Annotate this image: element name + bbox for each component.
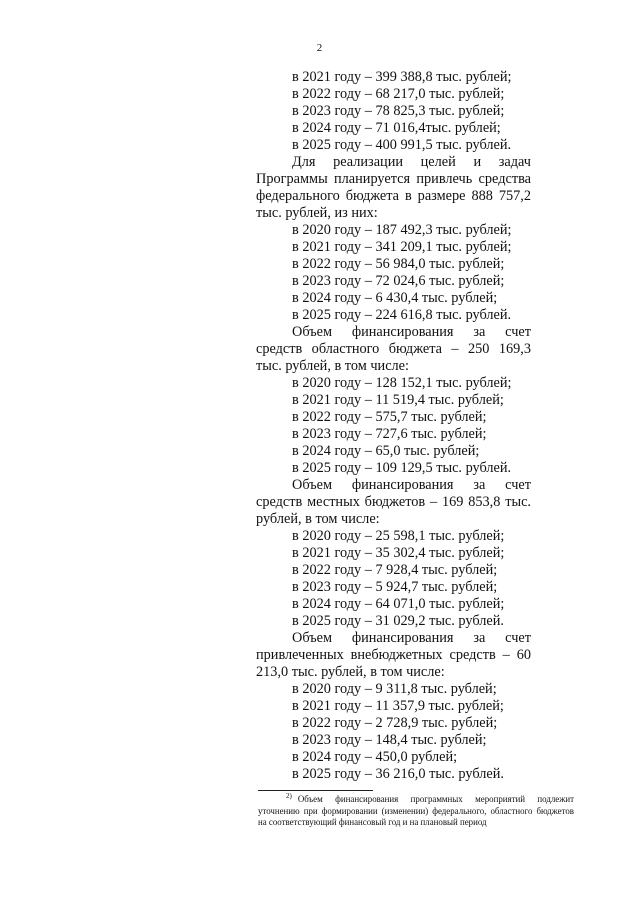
year-amount-line: в 2025 году – 400 991,5 тыс. рублей. [292,137,512,153]
year-amount-line: в 2020 году – 25 598,1 тыс. рублей; [292,528,505,544]
year-amount-line: в 2023 году – 78 825,3 тыс. рублей; [292,103,505,119]
footnote [258,794,574,829]
footnote-text: Объем финансирования программных мероприятий подлежит уточнению при формировании (изменении) федерального, областного бюджетов на соответствующий финансовый год и на плановый период [258,794,574,827]
year-amount-line: в 2024 году – 71 016,4тыс. рублей; [292,120,501,136]
year-amount-line: в 2023 году – 727,6 тыс. рублей; [292,426,487,442]
year-amount-line: в 2022 году – 2 728,9 тыс. рублей; [292,715,498,731]
year-amount-line: в 2021 году – 35 302,4 тыс. рублей; [292,545,505,561]
year-amount-line: в 2022 году – 7 928,4 тыс. рублей; [292,562,498,578]
year-amount-line: в 2024 году – 450,0 рублей; [292,749,458,765]
year-amount-line: в 2021 году – 11 357,9 тыс. рублей; [292,698,504,714]
paragraph: Объем финансирования за счет привлеченных внебюджетных средств – 60 213,0 тыс. рублей, в том числе: [256,630,531,680]
year-amount-line: в 2024 году – 6 430,4 тыс. рублей; [292,290,498,306]
year-amount-line: в 2021 году – 11 519,4 тыс. рублей; [292,392,504,408]
year-amount-line: в 2024 году – 65,0 тыс. рублей; [292,443,480,459]
footnote-mark: 2) [286,792,292,801]
year-amount-line: в 2022 году – 68 217,0 тыс. рублей; [292,86,505,102]
page-number: 2 [316,42,323,54]
body-text [256,69,531,783]
year-amount-line: в 2025 году – 224 616,8 тыс. рублей. [292,307,512,323]
year-amount-line: в 2022 году – 575,7 тыс. рублей; [292,409,487,425]
paragraph: Объем финансирования за счет средств областного бюджета – 250 169,3 тыс. рублей, в том числе: [256,324,531,374]
year-amount-line: в 2025 году – 36 216,0 тыс. рублей. [292,766,504,782]
year-amount-line: в 2024 году – 64 071,0 тыс. рублей; [292,596,505,612]
paragraph: Объем финансирования за счет средств местных бюджетов – 169 853,8 тыс. рублей, в том числе: [256,477,531,527]
year-amount-line: в 2021 году – 399 388,8 тыс. рублей; [292,69,512,85]
year-amount-line: в 2020 году – 187 492,3 тыс. рублей; [292,222,512,238]
year-amount-line: в 2023 году – 5 924,7 тыс. рублей; [292,579,498,595]
year-amount-line: в 2022 году – 56 984,0 тыс. рублей; [292,256,505,272]
year-amount-line: в 2023 году – 72 024,6 тыс. рублей; [292,273,505,289]
year-amount-line: в 2023 году – 148,4 тыс. рублей; [292,732,487,748]
year-amount-line: в 2020 году – 128 152,1 тыс. рублей; [292,375,512,391]
year-amount-line: в 2020 году – 9 311,8 тыс. рублей; [292,681,497,697]
year-amount-line: в 2025 году – 109 129,5 тыс. рублей. [292,460,512,476]
year-amount-line: в 2025 году – 31 029,2 тыс. рублей. [292,613,504,629]
year-amount-line: в 2021 году – 341 209,1 тыс. рублей; [292,239,512,255]
footnote-divider [258,790,373,791]
paragraph: Для реализации целей и задач Программы планируется привлечь средства федерального бюджета в размере 888 757,2 тыс. рублей, из них: [256,154,531,221]
